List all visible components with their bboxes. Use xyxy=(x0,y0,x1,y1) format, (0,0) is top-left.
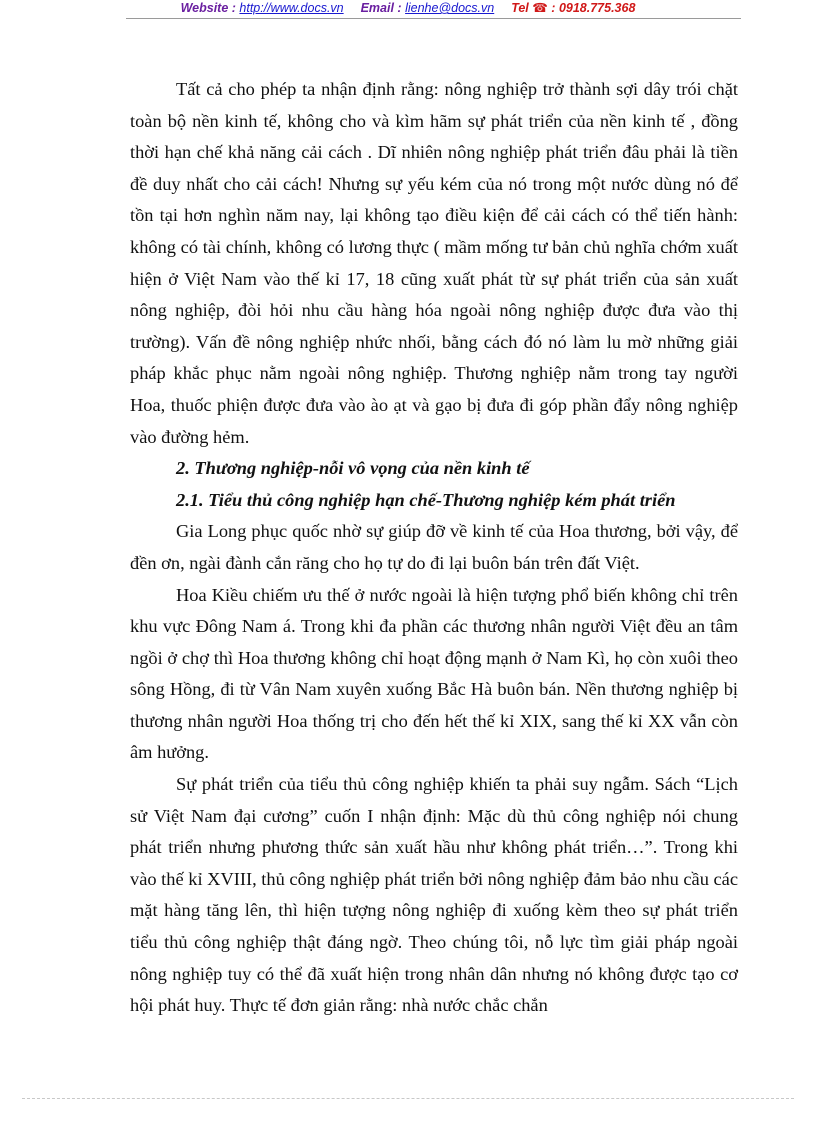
page-header xyxy=(0,0,816,17)
website-link[interactable]: http://www.docs.vn xyxy=(239,1,344,15)
phone-number: 0918.775.368 xyxy=(558,1,636,15)
email-label: Email : xyxy=(360,1,402,15)
section-heading-2-1: 2.1. Tiểu thủ công nghiệp hạn chế-Thương nghiệp kém phát triển xyxy=(176,489,676,510)
paragraph-hoa-kieu: Hoa Kiều chiếm ưu thế ở nước ngoài là hiện tượng phổ biến không chỉ trên khu vực Đông Nam á. Trong khi đa phần các thương nhân người Việt đều an tâm ngồi ở chợ thì Hoa thương không chỉ hoạt động mạnh ở Nam Kì, họ còn xuôi theo sông Hồng, đi từ Vân Nam xuyên xuống Bắc Hà buôn bán. Nền thương nghiệp bị thương nhân người Hoa thống trị cho đến hết thế kỉ XIX, sang thế kỉ XX vẫn còn âm hưởng. xyxy=(130,584,738,763)
paragraph-agriculture: Tất cả cho phép ta nhận định rằng: nông nghiệp trở thành sợi dây trói chặt toàn bộ nền kinh tế, không cho và kìm hãm sự phát triển của nền kinh tế , đồng thời hạn chế khả năng cải cách . Dĩ nhiên nông nghiệp phát triển đâu phải là tiền đề duy nhất cho cải cách! Nhưng sự yếu kém của nó trong một nước dùng nó để tồn tại hơn nghìn năm nay, lại không tạo điều kiện để cải cách có thể tiến hành: không có tài chính, không có lương thực ( mầm mống tư bản chủ nghĩa chớm xuất hiện ở Việt Nam vào thế kỉ 17, 18 cũng xuất phát từ sự phát triển của sản xuất nông nghiệp, đòi hỏi nhu cầu hàng hóa ngoài nông nghiệp được đưa vào thị trường). Vấn đề nông nghiệp nhức nhối, bằng cách đó nó làm lu mờ những giải pháp khắc phục nằm ngoài nông nghiệp. Thương nghiệp nằm trong tay người Hoa, thuốc phiện được đưa vào ào ạt và gạo bị đưa đi góp phần đẩy nông nghiệp vào đường hẻm. xyxy=(130,79,738,447)
phone-label: Tel ☎ : xyxy=(511,1,556,15)
header-divider xyxy=(126,18,741,19)
email-link[interactable]: lienhe@docs.vn xyxy=(405,1,495,15)
section-heading-2: 2. Thương nghiệp-nỗi vô vọng của nền kinh tế xyxy=(176,458,530,479)
footer-divider xyxy=(22,1098,794,1099)
paragraph-handicraft: Sự phát triển của tiểu thủ công nghiệp khiến ta phải suy ngẫm. Sách “Lịch sử Việt Nam đại cương” cuốn I nhận định: Mặc dù thủ công nghiệp nói chung phát triển nhưng phương thức sản xuất hầu như không phát triển…”. Trong khi vào thế kỉ XVIII, thủ công nghiệp phát triển bởi nông nghiệp đảm bảo nhu cầu các mặt hàng tăng lên, thì hiện tượng nông nghiệp đi xuống kèm theo sự phát triển tiểu thủ công nghiệp thật đáng ngờ. Theo chúng tôi, nỗ lực tìm giải pháp ngoài nông nghiệp tuy có thể đã xuất hiện trong nhân dân nhưng nó không được tạo cơ hội phát huy. Thực tế đơn giản rằng: nhà nước chắc chắn xyxy=(130,774,738,1016)
document-body xyxy=(130,74,738,1022)
website-label: Website : xyxy=(180,1,236,15)
paragraph-gia-long: Gia Long phục quốc nhờ sự giúp đỡ về kinh tế của Hoa thương, bởi vậy, để đền ơn, ngài đành cắn răng cho họ tự do đi lại buôn bán trên đất Việt. xyxy=(130,521,738,573)
